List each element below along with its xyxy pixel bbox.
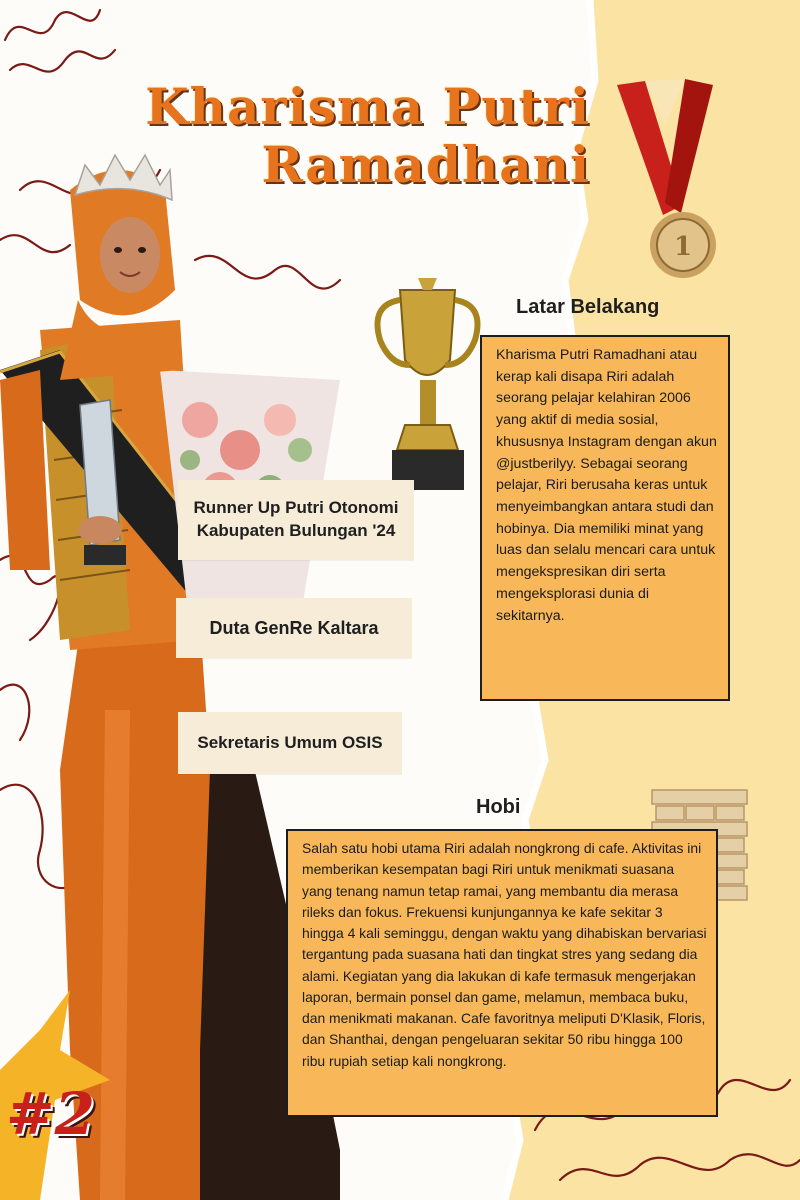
medal-icon [605, 75, 735, 285]
svg-text:1: 1 [673, 232, 693, 262]
latar-belakang-box [480, 335, 730, 701]
achievement-tag-2: Duta GenRe Kaltara [176, 598, 412, 658]
latar-belakang-heading: Latar Belakang [516, 296, 660, 318]
title-line-2: Ramadhani [261, 135, 590, 194]
hobi-heading: Hobi [476, 796, 521, 818]
face [100, 217, 160, 293]
hobi-box [286, 829, 718, 1117]
title-line-1: Kharisma Putri [145, 77, 590, 136]
achievement-tag-3: Sekretaris Umum OSIS [178, 712, 402, 774]
trophy-icon [370, 270, 485, 500]
hobi-text: Salah satu hobi utama Riri adalah nongkrong di cafe. Aktivitas ini memberikan kesempatan bagi Riri untuk menikmati suasana yang tenang namun tetap ramai, yang membantu dia merasa rileks dan fokus. Frekuensi kunjungannya ke kafe sekitar 3 hingga 4 kali seminggu, dengan waktu yang dihabiskan bervariasi tergantung pada suasana hati dan tingkat stres yang sedang dia alami. Kegiatan yang dia lakukan di kafe termasuk mengerjakan laporan, bermain ponsel dan game, melamun, membaca buku, dan menikmati makanan. Cafe favoritnya meliputi D'Klasik, Floris, dan Shanthai, dengan pengeluaran sekitar 50 ribu hingga 100 ribu rupiah setiap kali nongkrong. [302, 840, 707, 1069]
latar-belakang-text: Kharisma Putri Ramadhani atau kerap kali disapa Riri adalah seorang pelajar kelahiran 2006 yang aktif di media sosial, khususnya Instagram dengan akun @justberilyy. Sebagai seorang pelajar, Riri berusaha keras untuk menyeimbangkan antara studi dan hobinya. Dia memiliki minat yang luas dan selalu mencari cara untuk mengekspresikan diri serta mengeksplorasi dunia di sekitarnya. [496, 347, 717, 624]
number-badge: #2 [6, 1080, 95, 1148]
achievement-tag-1: Runner Up Putri Otonomi Kabupaten Bulungan '24 [178, 480, 414, 560]
